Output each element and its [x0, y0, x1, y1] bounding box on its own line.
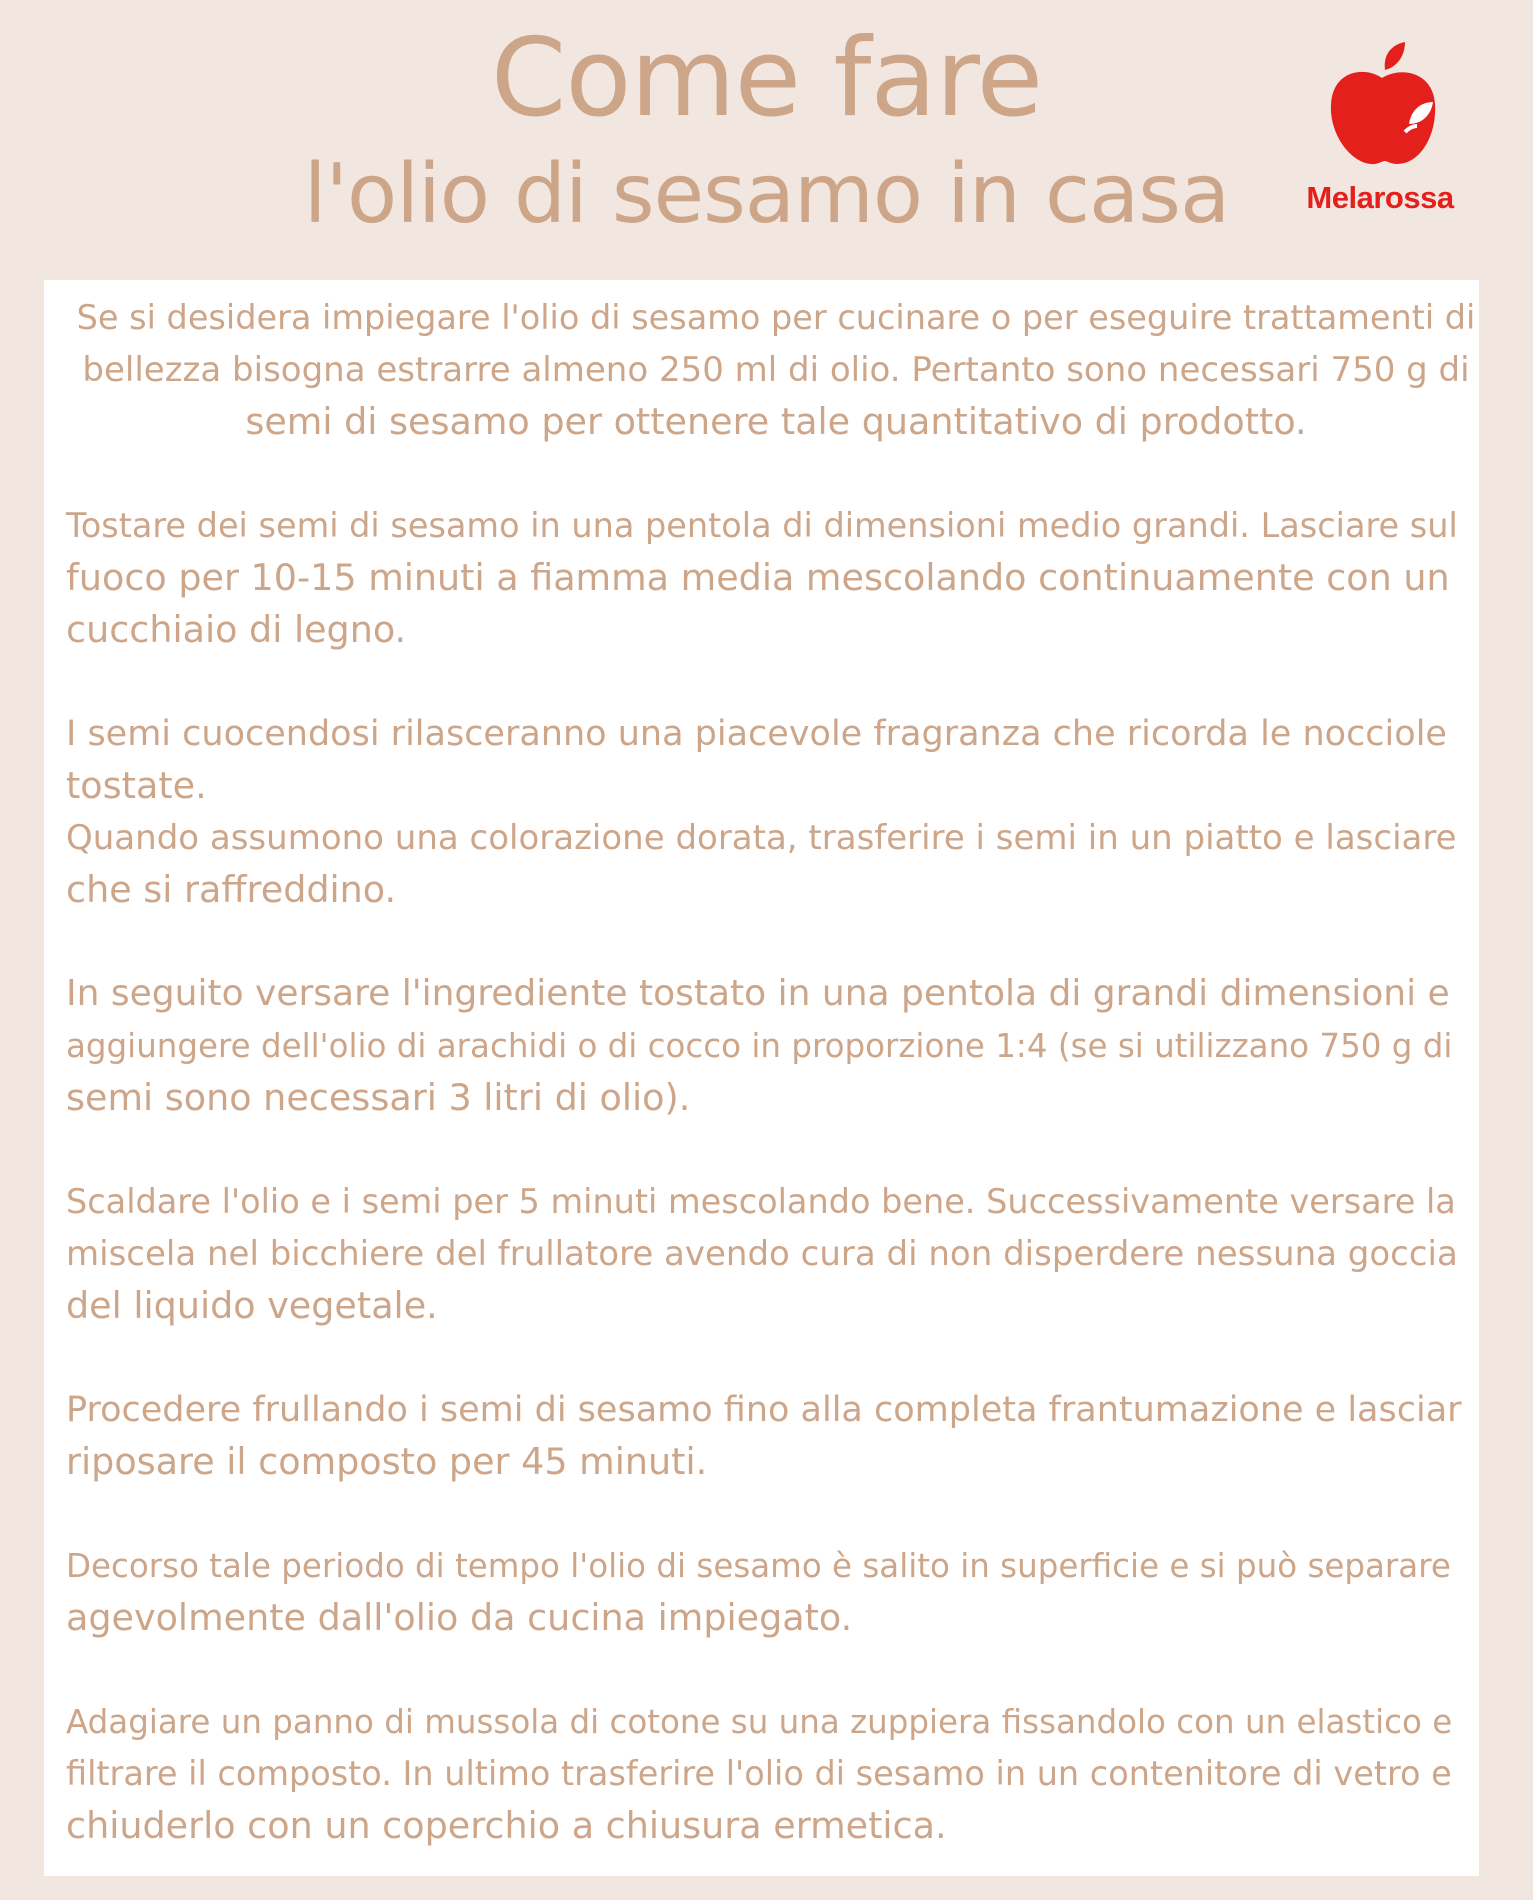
text-line: Adagiare un panno di mussola di cotone su una zuppiera fissandolo con un elastico e — [66, 1703, 1453, 1741]
text-line: del liquido vegetale. — [66, 1284, 438, 1327]
paragraph-step — [66, 1696, 1486, 1852]
text-line: semi sono necessari 3 litri di olio). — [66, 1076, 691, 1119]
text-line: agevolmente dall'olio da cucina impiegato. — [66, 1596, 853, 1639]
text-line: tostate. — [66, 764, 207, 807]
content-card — [44, 280, 1479, 1876]
text-line: In seguito versare l'ingrediente tostato in una pentola di grandi dimensioni e — [66, 973, 1450, 1014]
logo-text: Melarossa — [1306, 180, 1454, 215]
text-line: bellezza bisogna estrarre almeno 250 ml di olio. Pertanto sono necessari 750 g di — [82, 350, 1470, 390]
paragraph-step — [66, 1540, 1486, 1644]
text-line: Decorso tale periodo di tempo l'olio di sesamo è salito in superficie e si può separare — [66, 1547, 1451, 1585]
text-line: Tostare dei semi di sesamo in una pentola di dimensioni medio grandi. Lasciare sul — [66, 506, 1458, 545]
text-line: I semi cuocendosi rilasceranno una piacevole fragranza che ricorda le nocciole — [66, 714, 1447, 754]
text-line: Quando assumono una colorazione dorata, trasferire i semi in un piatto e lasciare — [66, 818, 1457, 858]
text-line: semi di sesamo per ottenere tale quantitativo di prodotto. — [245, 400, 1307, 443]
page-title: Come fare — [490, 16, 1043, 141]
page-subtitle: l'olio di sesamo in casa — [303, 147, 1230, 242]
text-line: chiuderlo con un coperchio a chiusura ermetica. — [66, 1804, 947, 1847]
paragraph-intro — [66, 292, 1486, 448]
text-line: Se si desidera impiegare l'olio di sesamo per cucinare o per eseguire trattamenti di — [76, 298, 1476, 337]
text-line: Scaldare l'olio e i semi per 5 minuti mescolando bene. Successivamente versare la — [66, 1182, 1456, 1221]
text-line: riposare il composto per 45 minuti. — [66, 1440, 708, 1483]
text-line: cucchiaio di legno. — [66, 608, 407, 651]
melarossa-logo[interactable] — [1290, 40, 1470, 230]
text-line: fuoco per 10-15 minuti a fiamma media mescolando continuamente con un — [66, 556, 1450, 599]
text-line: filtrare il composto. In ultimo trasferire l'olio di sesamo in un contenitore di vetro e — [66, 1754, 1452, 1793]
paragraph-step — [66, 500, 1486, 656]
paragraph-step — [66, 968, 1486, 1124]
text-line: miscela nel bicchiere del frullatore avendo cura di non disperdere nessuna goccia — [66, 1234, 1458, 1274]
apple-icon — [1325, 40, 1440, 170]
text-line: che si raffreddino. — [66, 868, 397, 911]
paragraph-step — [66, 708, 1486, 916]
paragraph-step — [66, 1384, 1486, 1488]
text-line: aggiungere dell'olio di arachidi o di cocco in proporzione 1:4 (se si utilizzano 750 g di — [66, 1027, 1453, 1065]
paragraph-step — [66, 1176, 1486, 1332]
text-line: Procedere frullando i semi di sesamo fino alla completa frantumazione e lasciar — [66, 1390, 1462, 1430]
